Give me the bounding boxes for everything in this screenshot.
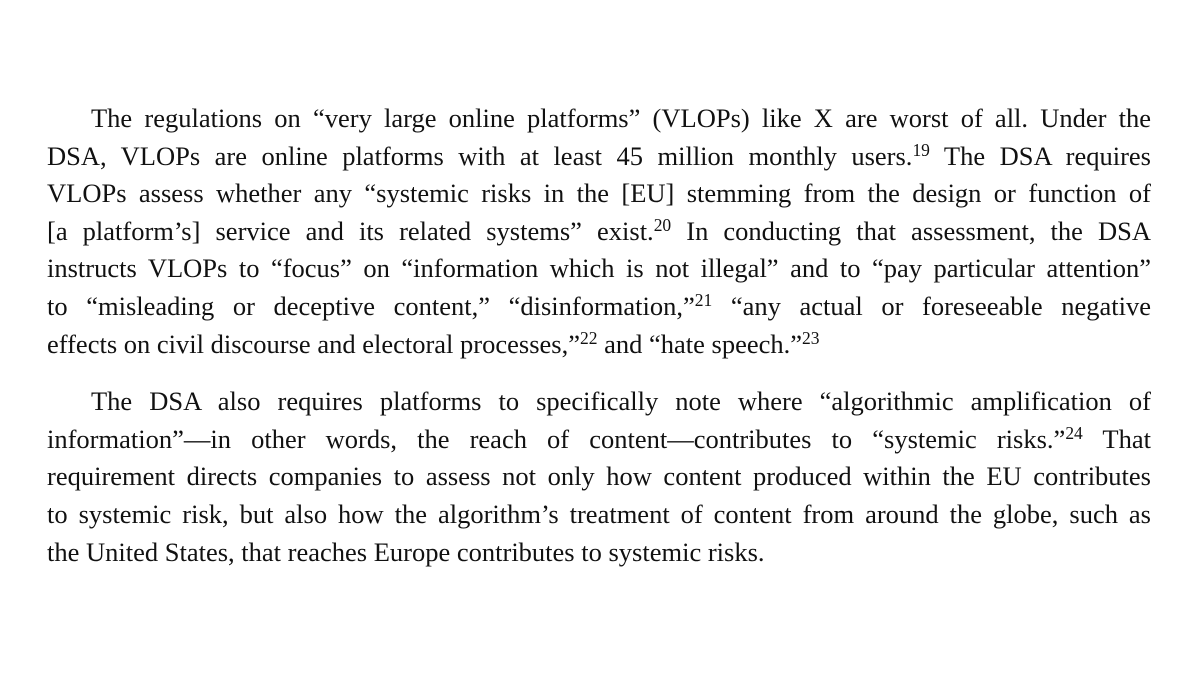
footnote-ref: 24 bbox=[1065, 422, 1083, 443]
text-line bbox=[47, 383, 1151, 421]
text-run: “any actual or foreseeable negative bbox=[712, 290, 1151, 321]
text-line bbox=[47, 250, 1151, 288]
text-run: requirement directs companies to assess not only how content produced within the EU contributes bbox=[47, 461, 1151, 492]
text-run: the United States, that reaches Europe contributes to systemic risks. bbox=[47, 536, 765, 567]
text-run: and “hate speech.” bbox=[597, 328, 802, 359]
text-line bbox=[47, 496, 1151, 534]
text-line bbox=[47, 534, 1151, 572]
text-run: to “misleading or deceptive content,” “disinformation,” bbox=[47, 290, 695, 321]
text-run: That bbox=[1082, 423, 1151, 454]
footnote-ref: 22 bbox=[579, 327, 598, 348]
text-line bbox=[47, 100, 1151, 138]
text-run: [a platform’s] service and its related systems” exist. bbox=[47, 215, 654, 246]
text-run: VLOPs assess whether any “systemic risks in the [EU] stemming from the design or function of bbox=[47, 178, 1151, 209]
footnote-ref: 20 bbox=[653, 214, 672, 235]
text-run: In conducting that assessment, the DSA bbox=[671, 215, 1151, 246]
text-run: information”—in other words, the reach of content—contributes to “systemic risks.” bbox=[47, 423, 1066, 454]
text-run: effects on civil discourse and electoral processes,” bbox=[47, 328, 580, 359]
paragraph-algorithmic-amplification bbox=[47, 383, 1151, 571]
footnote-ref: 19 bbox=[912, 139, 930, 160]
text-run: The regulations on “very large online platforms” (VLOPs) like X are worst of all. Under the bbox=[91, 103, 1151, 133]
footnote-ref: 21 bbox=[694, 289, 713, 310]
text-run: The DSA requires bbox=[929, 140, 1151, 171]
text-run: to systemic risk, but also how the algorithm’s treatment of content from around the globe, such as bbox=[47, 498, 1151, 529]
text-run: DSA, VLOPs are online platforms with at least 45 million monthly users. bbox=[47, 140, 913, 171]
paragraph-vlop-regulations bbox=[47, 100, 1151, 363]
text-line bbox=[47, 175, 1151, 213]
text-line bbox=[47, 288, 1151, 326]
text-run: instructs VLOPs to “focus” on “information which is not illegal” and to “pay particular attention” bbox=[47, 253, 1151, 284]
text-line bbox=[47, 458, 1151, 496]
footnote-ref: 23 bbox=[802, 327, 820, 348]
document-body bbox=[47, 100, 1151, 591]
text-line bbox=[47, 326, 1151, 364]
text-line bbox=[47, 138, 1151, 176]
text-line bbox=[47, 213, 1151, 251]
text-line bbox=[47, 421, 1151, 459]
text-run: The DSA also requires platforms to specifically note where “algorithmic amplification of bbox=[91, 386, 1151, 417]
